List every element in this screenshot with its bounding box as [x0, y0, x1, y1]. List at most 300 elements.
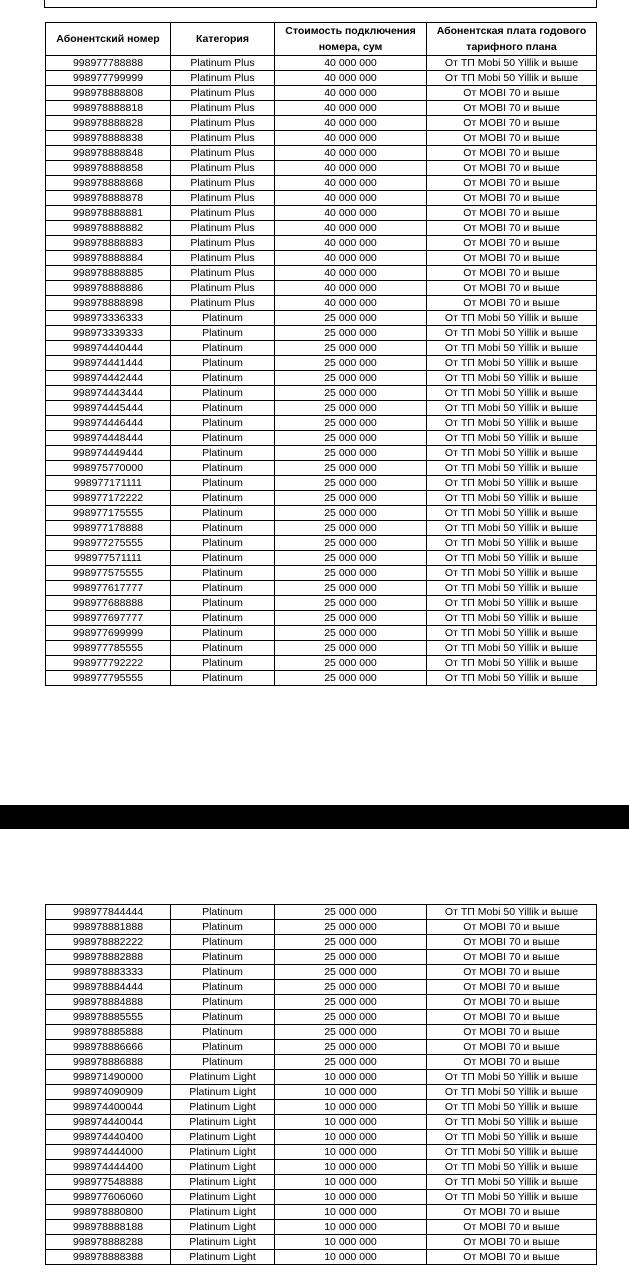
- table-row: [46, 371, 597, 386]
- table-row: [46, 1250, 597, 1265]
- fee-cell: От ТП Mobi 50 Yillik и выше: [427, 905, 597, 920]
- table-row: [46, 476, 597, 491]
- fee-cell: От ТП Mobi 50 Yillik и выше: [427, 1175, 597, 1190]
- table-row: [46, 56, 597, 71]
- table-row: [46, 611, 597, 626]
- category-cell: Platinum: [171, 356, 275, 371]
- table-row: [46, 980, 597, 995]
- header-category: Категория: [171, 23, 275, 56]
- cost-cell: 10 000 000: [275, 1160, 427, 1175]
- cost-cell: 10 000 000: [275, 1100, 427, 1115]
- category-cell: Platinum: [171, 371, 275, 386]
- number-cell: 998974090909: [46, 1085, 171, 1100]
- cost-cell: 25 000 000: [275, 1010, 427, 1025]
- cost-cell: 25 000 000: [275, 461, 427, 476]
- category-cell: Platinum Light: [171, 1250, 275, 1265]
- fee-cell: От MOBI 70 и выше: [427, 101, 597, 116]
- table-row: [46, 326, 597, 341]
- fee-cell: От MOBI 70 и выше: [427, 1055, 597, 1070]
- number-cell: 998973339333: [46, 326, 171, 341]
- cost-cell: 40 000 000: [275, 191, 427, 206]
- cost-cell: 40 000 000: [275, 131, 427, 146]
- number-cell: 998978884888: [46, 995, 171, 1010]
- fee-cell: От ТП Mobi 50 Yillik и выше: [427, 491, 597, 506]
- table-row: [46, 311, 597, 326]
- cost-cell: 25 000 000: [275, 950, 427, 965]
- fee-cell: От MOBI 70 и выше: [427, 965, 597, 980]
- table-row: [46, 266, 597, 281]
- table-row: [46, 416, 597, 431]
- category-cell: Platinum: [171, 1010, 275, 1025]
- number-cell: 998977172222: [46, 491, 171, 506]
- previous-table-frame: [44, 0, 597, 8]
- cost-cell: 25 000 000: [275, 371, 427, 386]
- category-cell: Platinum: [171, 476, 275, 491]
- fee-cell: От MOBI 70 и выше: [427, 980, 597, 995]
- cost-cell: 25 000 000: [275, 1025, 427, 1040]
- cost-cell: 25 000 000: [275, 980, 427, 995]
- fee-cell: От ТП Mobi 50 Yillik и выше: [427, 431, 597, 446]
- fee-cell: От MOBI 70 и выше: [427, 146, 597, 161]
- fee-cell: От MOBI 70 и выше: [427, 206, 597, 221]
- category-cell: Platinum Plus: [171, 101, 275, 116]
- category-cell: Platinum Plus: [171, 56, 275, 71]
- table-row: [46, 965, 597, 980]
- cost-cell: 10 000 000: [275, 1115, 427, 1130]
- table-row: [46, 491, 597, 506]
- cost-cell: 25 000 000: [275, 920, 427, 935]
- cost-cell: 40 000 000: [275, 116, 427, 131]
- fee-cell: От MOBI 70 и выше: [427, 116, 597, 131]
- cost-cell: 25 000 000: [275, 356, 427, 371]
- table-row: [46, 1055, 597, 1070]
- category-cell: Platinum: [171, 446, 275, 461]
- cost-cell: 25 000 000: [275, 401, 427, 416]
- number-cell: 998974400044: [46, 1100, 171, 1115]
- fee-cell: От ТП Mobi 50 Yillik и выше: [427, 1130, 597, 1145]
- table-row: [46, 1220, 597, 1235]
- cost-cell: 25 000 000: [275, 476, 427, 491]
- table-row: [46, 1190, 597, 1205]
- table-row: [46, 521, 597, 536]
- category-cell: Platinum: [171, 1025, 275, 1040]
- category-cell: Platinum Plus: [171, 281, 275, 296]
- fee-cell: От MOBI 70 и выше: [427, 1220, 597, 1235]
- cost-cell: 40 000 000: [275, 251, 427, 266]
- fee-cell: От MOBI 70 и выше: [427, 1040, 597, 1055]
- table-row: [46, 386, 597, 401]
- fee-cell: От MOBI 70 и выше: [427, 251, 597, 266]
- table-row: [46, 296, 597, 311]
- cost-cell: 25 000 000: [275, 656, 427, 671]
- cost-cell: 25 000 000: [275, 995, 427, 1010]
- table-row: [46, 506, 597, 521]
- fee-cell: От ТП Mobi 50 Yillik и выше: [427, 1085, 597, 1100]
- fee-cell: От ТП Mobi 50 Yillik и выше: [427, 371, 597, 386]
- number-cell: 998978880800: [46, 1205, 171, 1220]
- table-row: [46, 1010, 597, 1025]
- cost-cell: 25 000 000: [275, 416, 427, 431]
- cost-cell: 25 000 000: [275, 506, 427, 521]
- fee-cell: От MOBI 70 и выше: [427, 191, 597, 206]
- table-row: [46, 905, 597, 920]
- category-cell: Platinum: [171, 965, 275, 980]
- number-cell: 998978886888: [46, 1055, 171, 1070]
- number-cell: 998974440444: [46, 341, 171, 356]
- category-cell: Platinum: [171, 671, 275, 686]
- number-cell: 998978888881: [46, 206, 171, 221]
- table-row: [46, 671, 597, 686]
- cost-cell: 25 000 000: [275, 446, 427, 461]
- category-cell: Platinum Light: [171, 1130, 275, 1145]
- fee-cell: От ТП Mobi 50 Yillik и выше: [427, 566, 597, 581]
- category-cell: Platinum Light: [171, 1100, 275, 1115]
- cost-cell: 25 000 000: [275, 431, 427, 446]
- category-cell: Platinum: [171, 611, 275, 626]
- category-cell: Platinum Plus: [171, 191, 275, 206]
- number-cell: 998978888868: [46, 176, 171, 191]
- category-cell: Platinum: [171, 551, 275, 566]
- cost-cell: 25 000 000: [275, 596, 427, 611]
- number-cell: 998974445444: [46, 401, 171, 416]
- fee-cell: От MOBI 70 и выше: [427, 935, 597, 950]
- number-cell: 998977575555: [46, 566, 171, 581]
- category-cell: Platinum: [171, 431, 275, 446]
- number-cell: 998974444400: [46, 1160, 171, 1175]
- number-cell: 998978882888: [46, 950, 171, 965]
- fee-cell: От ТП Mobi 50 Yillik и выше: [427, 671, 597, 686]
- cost-cell: 25 000 000: [275, 491, 427, 506]
- cost-cell: 10 000 000: [275, 1220, 427, 1235]
- category-cell: Platinum: [171, 566, 275, 581]
- table-row: [46, 251, 597, 266]
- number-cell: 998977795555: [46, 671, 171, 686]
- table-row: [46, 626, 597, 641]
- cost-cell: 40 000 000: [275, 281, 427, 296]
- category-cell: Platinum: [171, 536, 275, 551]
- numbers-table-1: [45, 22, 597, 686]
- number-cell: 998975770000: [46, 461, 171, 476]
- category-cell: Platinum Light: [171, 1220, 275, 1235]
- table-row: [46, 935, 597, 950]
- table-row: [46, 1085, 597, 1100]
- number-cell: 998977548888: [46, 1175, 171, 1190]
- fee-cell: От ТП Mobi 50 Yillik и выше: [427, 1115, 597, 1130]
- table-row: [46, 281, 597, 296]
- category-cell: Platinum: [171, 1055, 275, 1070]
- table-row: [46, 566, 597, 581]
- number-cell: 998974441444: [46, 356, 171, 371]
- number-cell: 998977844444: [46, 905, 171, 920]
- number-cell: 998971490000: [46, 1070, 171, 1085]
- fee-cell: От ТП Mobi 50 Yillik и выше: [427, 56, 597, 71]
- fee-cell: От ТП Mobi 50 Yillik и выше: [427, 1190, 597, 1205]
- number-cell: 998978888838: [46, 131, 171, 146]
- category-cell: Platinum Light: [171, 1070, 275, 1085]
- table-row: [46, 236, 597, 251]
- category-cell: Platinum: [171, 920, 275, 935]
- category-cell: Platinum: [171, 596, 275, 611]
- category-cell: Platinum Light: [171, 1145, 275, 1160]
- table-row: [46, 461, 597, 476]
- table-row: [46, 641, 597, 656]
- fee-cell: От ТП Mobi 50 Yillik и выше: [427, 341, 597, 356]
- table-row: [46, 1160, 597, 1175]
- table-row: [46, 1130, 597, 1145]
- number-cell: 998978888883: [46, 236, 171, 251]
- number-cell: 998977178888: [46, 521, 171, 536]
- cost-cell: 40 000 000: [275, 56, 427, 71]
- number-cell: 998978888828: [46, 116, 171, 131]
- category-cell: Platinum: [171, 326, 275, 341]
- cost-cell: 25 000 000: [275, 581, 427, 596]
- fee-cell: От MOBI 70 и выше: [427, 161, 597, 176]
- category-cell: Platinum: [171, 1040, 275, 1055]
- category-cell: Platinum Plus: [171, 86, 275, 101]
- category-cell: Platinum: [171, 935, 275, 950]
- number-cell: 998978886666: [46, 1040, 171, 1055]
- category-cell: Platinum Light: [171, 1235, 275, 1250]
- fee-cell: От MOBI 70 и выше: [427, 1235, 597, 1250]
- cost-cell: 10 000 000: [275, 1235, 427, 1250]
- fee-cell: От MOBI 70 и выше: [427, 1250, 597, 1265]
- category-cell: Platinum: [171, 641, 275, 656]
- table-row: [46, 401, 597, 416]
- number-cell: 998977688888: [46, 596, 171, 611]
- table-row: [46, 551, 597, 566]
- category-cell: Platinum Light: [171, 1115, 275, 1130]
- fee-cell: От ТП Mobi 50 Yillik и выше: [427, 401, 597, 416]
- number-cell: 998977799999: [46, 71, 171, 86]
- category-cell: Platinum Light: [171, 1175, 275, 1190]
- cost-cell: 10 000 000: [275, 1085, 427, 1100]
- fee-cell: От MOBI 70 и выше: [427, 236, 597, 251]
- cost-cell: 25 000 000: [275, 905, 427, 920]
- category-cell: Platinum Light: [171, 1190, 275, 1205]
- number-cell: 998977788888: [46, 56, 171, 71]
- category-cell: Platinum Light: [171, 1160, 275, 1175]
- table-row: [46, 1175, 597, 1190]
- number-cell: 998978883333: [46, 965, 171, 980]
- cost-cell: 10 000 000: [275, 1190, 427, 1205]
- cost-cell: 25 000 000: [275, 311, 427, 326]
- number-cell: 998978888885: [46, 266, 171, 281]
- number-cell: 998978888288: [46, 1235, 171, 1250]
- table-row: [46, 1070, 597, 1085]
- category-cell: Platinum Light: [171, 1085, 275, 1100]
- category-cell: Platinum: [171, 581, 275, 596]
- category-cell: Platinum: [171, 626, 275, 641]
- cost-cell: 10 000 000: [275, 1175, 427, 1190]
- number-cell: 998978881888: [46, 920, 171, 935]
- fee-cell: От ТП Mobi 50 Yillik и выше: [427, 641, 597, 656]
- cost-cell: 25 000 000: [275, 1040, 427, 1055]
- number-cell: 998977606060: [46, 1190, 171, 1205]
- fee-cell: От MOBI 70 и выше: [427, 296, 597, 311]
- category-cell: Platinum Plus: [171, 266, 275, 281]
- cost-cell: 10 000 000: [275, 1070, 427, 1085]
- category-cell: Platinum: [171, 491, 275, 506]
- table-row: [46, 341, 597, 356]
- header-connection-cost: Стоимость подключения номера, сум: [275, 23, 427, 56]
- category-cell: Platinum Plus: [171, 161, 275, 176]
- number-cell: 998978888808: [46, 86, 171, 101]
- fee-cell: От ТП Mobi 50 Yillik и выше: [427, 581, 597, 596]
- fee-cell: От ТП Mobi 50 Yillik и выше: [427, 326, 597, 341]
- category-cell: Platinum Plus: [171, 131, 275, 146]
- cost-cell: 40 000 000: [275, 71, 427, 86]
- number-cell: 998978885555: [46, 1010, 171, 1025]
- table-row: [46, 581, 597, 596]
- fee-cell: От ТП Mobi 50 Yillik и выше: [427, 446, 597, 461]
- table-row: [46, 596, 597, 611]
- number-cell: 998974448444: [46, 431, 171, 446]
- fee-cell: От ТП Mobi 50 Yillik и выше: [427, 536, 597, 551]
- category-cell: Platinum: [171, 905, 275, 920]
- number-cell: 998978888882: [46, 221, 171, 236]
- fee-cell: От MOBI 70 и выше: [427, 995, 597, 1010]
- category-cell: Platinum: [171, 461, 275, 476]
- fee-cell: От MOBI 70 и выше: [427, 176, 597, 191]
- category-cell: Platinum: [171, 995, 275, 1010]
- cost-cell: 25 000 000: [275, 536, 427, 551]
- table-row: [46, 431, 597, 446]
- table-row: [46, 356, 597, 371]
- cost-cell: 40 000 000: [275, 86, 427, 101]
- category-cell: Platinum Plus: [171, 206, 275, 221]
- fee-cell: От MOBI 70 и выше: [427, 266, 597, 281]
- cost-cell: 10 000 000: [275, 1130, 427, 1145]
- cost-cell: 25 000 000: [275, 341, 427, 356]
- fee-cell: От ТП Mobi 50 Yillik и выше: [427, 596, 597, 611]
- fee-cell: От ТП Mobi 50 Yillik и выше: [427, 611, 597, 626]
- table-row: [46, 995, 597, 1010]
- table-row: [46, 1205, 597, 1220]
- fee-cell: От ТП Mobi 50 Yillik и выше: [427, 311, 597, 326]
- numbers-table-2: [45, 904, 597, 1265]
- table-row: [46, 1145, 597, 1160]
- number-cell: 998978888188: [46, 1220, 171, 1235]
- table-row: [46, 221, 597, 236]
- number-cell: 998978888886: [46, 281, 171, 296]
- table-row: [46, 1040, 597, 1055]
- fee-cell: От ТП Mobi 50 Yillik и выше: [427, 1100, 597, 1115]
- cost-cell: 10 000 000: [275, 1205, 427, 1220]
- fee-cell: От ТП Mobi 50 Yillik и выше: [427, 1070, 597, 1085]
- cost-cell: 25 000 000: [275, 566, 427, 581]
- category-cell: Platinum: [171, 521, 275, 536]
- cost-cell: 40 000 000: [275, 161, 427, 176]
- number-cell: 998977171111: [46, 476, 171, 491]
- table-row: [46, 86, 597, 101]
- number-cell: 998977785555: [46, 641, 171, 656]
- fee-cell: От ТП Mobi 50 Yillik и выше: [427, 626, 597, 641]
- category-cell: Platinum: [171, 950, 275, 965]
- fee-cell: От MOBI 70 и выше: [427, 221, 597, 236]
- cost-cell: 25 000 000: [275, 551, 427, 566]
- table-row: [46, 1100, 597, 1115]
- category-cell: Platinum Plus: [171, 116, 275, 131]
- category-cell: Platinum: [171, 341, 275, 356]
- fee-cell: От ТП Mobi 50 Yillik и выше: [427, 461, 597, 476]
- category-cell: Platinum: [171, 506, 275, 521]
- cost-cell: 25 000 000: [275, 641, 427, 656]
- number-cell: 998978888878: [46, 191, 171, 206]
- number-cell: 998978888818: [46, 101, 171, 116]
- number-cell: 998977175555: [46, 506, 171, 521]
- category-cell: Platinum: [171, 311, 275, 326]
- number-cell: 998978885888: [46, 1025, 171, 1040]
- cost-cell: 25 000 000: [275, 626, 427, 641]
- category-cell: Platinum: [171, 980, 275, 995]
- category-cell: Platinum Plus: [171, 176, 275, 191]
- number-cell: 998974449444: [46, 446, 171, 461]
- fee-cell: От ТП Mobi 50 Yillik и выше: [427, 416, 597, 431]
- fee-cell: От ТП Mobi 50 Yillik и выше: [427, 506, 597, 521]
- number-cell: 998977617777: [46, 581, 171, 596]
- table-row: [46, 920, 597, 935]
- cost-cell: 25 000 000: [275, 326, 427, 341]
- number-cell: 998978882222: [46, 935, 171, 950]
- cost-cell: 10 000 000: [275, 1250, 427, 1265]
- number-cell: 998977571111: [46, 551, 171, 566]
- number-cell: 998978888884: [46, 251, 171, 266]
- fee-cell: От ТП Mobi 50 Yillik и выше: [427, 71, 597, 86]
- number-cell: 998978888388: [46, 1250, 171, 1265]
- cost-cell: 40 000 000: [275, 176, 427, 191]
- number-cell: 998974440044: [46, 1115, 171, 1130]
- category-cell: Platinum Plus: [171, 251, 275, 266]
- table-row: [46, 116, 597, 131]
- cost-cell: 40 000 000: [275, 296, 427, 311]
- fee-cell: От MOBI 70 и выше: [427, 1025, 597, 1040]
- category-cell: Platinum: [171, 656, 275, 671]
- fee-cell: От MOBI 70 и выше: [427, 281, 597, 296]
- number-cell: 998974444000: [46, 1145, 171, 1160]
- table-row: [46, 71, 597, 86]
- number-cell: 998974446444: [46, 416, 171, 431]
- cost-cell: 40 000 000: [275, 146, 427, 161]
- fee-cell: От ТП Mobi 50 Yillik и выше: [427, 551, 597, 566]
- number-cell: 998977275555: [46, 536, 171, 551]
- table-row: [46, 176, 597, 191]
- category-cell: Platinum Plus: [171, 296, 275, 311]
- number-cell: 998977699999: [46, 626, 171, 641]
- fee-cell: От MOBI 70 и выше: [427, 920, 597, 935]
- fee-cell: От ТП Mobi 50 Yillik и выше: [427, 521, 597, 536]
- number-cell: 998977697777: [46, 611, 171, 626]
- category-cell: Platinum: [171, 401, 275, 416]
- number-cell: 998978884444: [46, 980, 171, 995]
- cost-cell: 10 000 000: [275, 1145, 427, 1160]
- cost-cell: 40 000 000: [275, 266, 427, 281]
- fee-cell: От MOBI 70 и выше: [427, 1010, 597, 1025]
- fee-cell: От ТП Mobi 50 Yillik и выше: [427, 1160, 597, 1175]
- table-row: [46, 446, 597, 461]
- fee-cell: От ТП Mobi 50 Yillik и выше: [427, 386, 597, 401]
- fee-cell: От ТП Mobi 50 Yillik и выше: [427, 656, 597, 671]
- number-cell: 998974443444: [46, 386, 171, 401]
- cost-cell: 40 000 000: [275, 101, 427, 116]
- fee-cell: От MOBI 70 и выше: [427, 86, 597, 101]
- table-row: [46, 1115, 597, 1130]
- table-row: [46, 131, 597, 146]
- category-cell: Platinum Light: [171, 1205, 275, 1220]
- header-annual-fee: Абонентская плата годового тарифного плана: [427, 23, 597, 56]
- table-row: [46, 1235, 597, 1250]
- fee-cell: От ТП Mobi 50 Yillik и выше: [427, 476, 597, 491]
- page-separator-band: [0, 805, 629, 829]
